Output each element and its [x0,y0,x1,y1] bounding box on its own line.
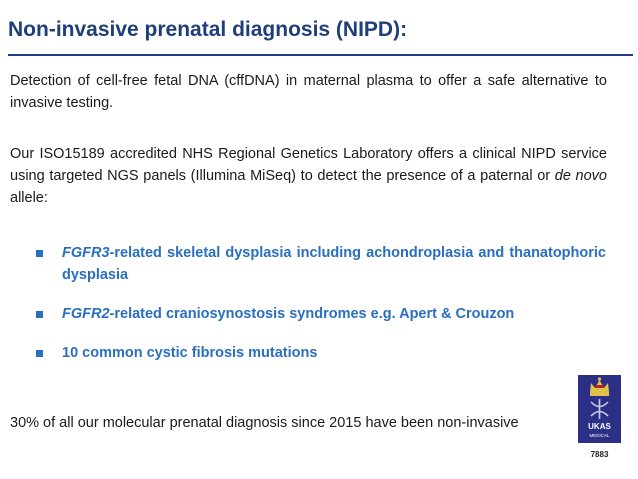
svg-text:UKAS: UKAS [588,422,611,431]
service-text-1: Our ISO15189 accredited NHS Regional Genetics Laboratory offers a clinical NIPD service using targeted NGS panels (Illumina MiSeq) to detect the presence of a paternal or [10,146,607,184]
square-bullet-icon [36,250,43,257]
svg-text:MEDICAL: MEDICAL [589,433,610,438]
ukas-medical-logo [578,375,621,443]
gene-name: FGFR3 [62,245,110,261]
accreditation-number: 7883 [590,450,609,459]
square-bullet-icon [36,311,43,318]
list-item [36,342,606,364]
title-divider [8,54,633,56]
service-emphasis: de novo [554,168,607,184]
intro-paragraph: Detection of cell-free fetal DNA (cffDNA) in maternal plasma to offer a safe alternative to invasive testing. [10,73,607,111]
list-item [36,242,606,286]
gene-name: FGFR2 [62,306,110,322]
service-paragraph [10,143,607,209]
square-bullet-icon [36,350,43,357]
service-text-2: allele: [10,190,48,206]
list-item [36,303,606,325]
condition-list [36,242,606,381]
footer-statement: 30% of all our molecular prenatal diagnosis since 2015 have been non-invasive [10,415,519,431]
list-item-text: 10 common cystic fibrosis mutations [62,345,318,361]
list-item-text: -related skeletal dysplasia including achondroplasia and thanatophoric dysplasia [62,245,606,283]
list-item-text: -related craniosynostosis syndromes e.g. Apert & Crouzon [109,306,515,322]
slide-title: Non-invasive prenatal diagnosis (NIPD): [8,18,408,41]
